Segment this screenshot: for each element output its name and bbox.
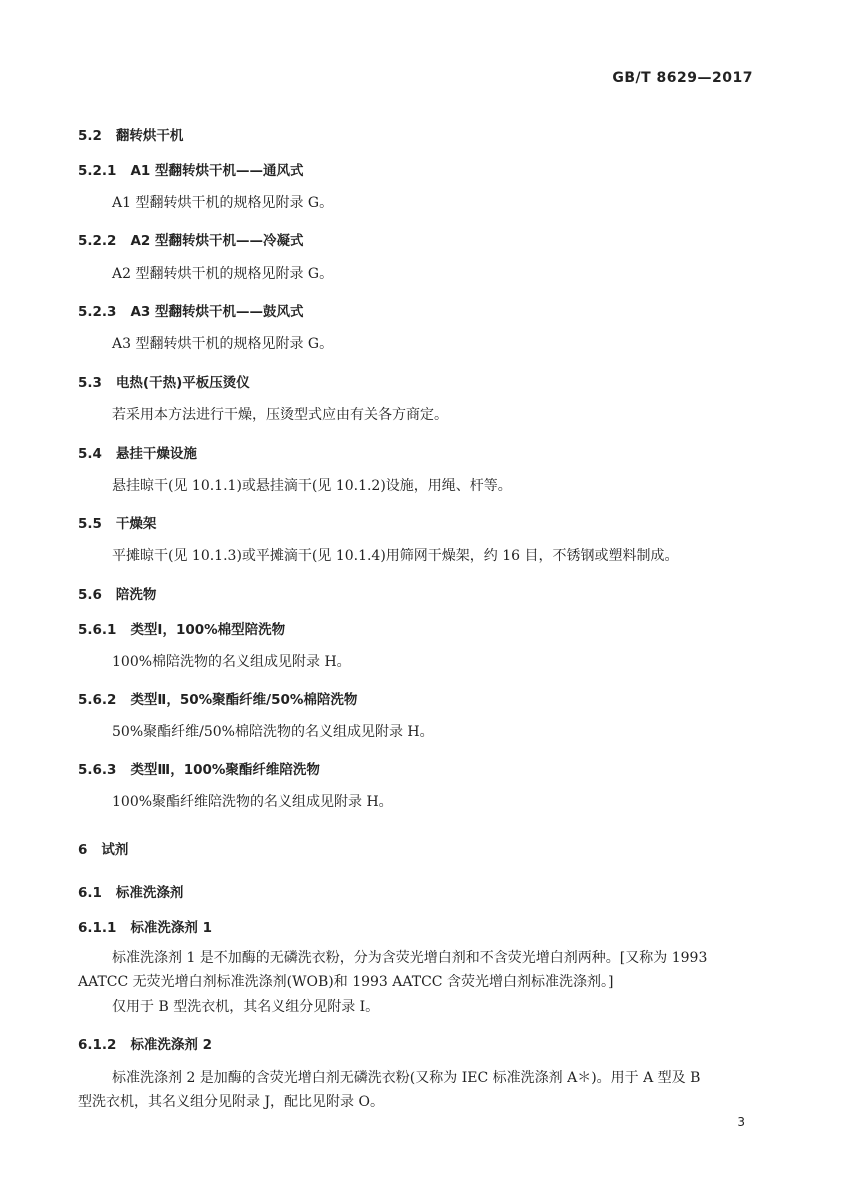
section-heading (78, 583, 156, 603)
section-number: 5.5 (78, 516, 102, 532)
section-title: 标准洗涤剂 (115, 885, 184, 901)
paragraph-line: AATCC 无荧光增白剂标准洗涤剂(WOB)和 1993 AATCC 含荧光增白剂标准洗涤剂。] (78, 974, 614, 990)
paragraph: 50%聚酯纤维/50%棉陪洗物的名义组成见附录 H。 (112, 724, 434, 740)
section-heading (78, 838, 128, 858)
section-number: 5.6.3 (78, 762, 117, 778)
section-title: 类型Ⅲ，100%聚酯纤维陪洗物 (130, 762, 320, 778)
paragraph: 100%聚酯纤维陪洗物的名义组成见附录 H。 (112, 794, 393, 810)
section-title: A2 型翻转烘干机——冷凝式 (130, 233, 304, 249)
paragraph-line: 型洗衣机，其名义组分见附录 J，配比见附录 O。 (78, 1094, 384, 1110)
section-number: 6.1 (78, 885, 102, 901)
section-number: 5.6 (78, 587, 102, 603)
section-title: 标准洗涤剂 2 (130, 1037, 213, 1053)
section-number: 5.3 (78, 375, 102, 391)
paragraph: 仅用于 B 型洗衣机，其名义组分见附录 I。 (112, 999, 380, 1015)
section-title: A3 型翻转烘干机——鼓风式 (130, 304, 304, 320)
section-title: 电热(干热)平板压烫仪 (115, 375, 250, 391)
section-number: 5.2.1 (78, 163, 117, 179)
paragraph: A3 型翻转烘干机的规格见附录 G。 (112, 336, 334, 352)
section-heading (78, 300, 303, 320)
section-title: 悬挂干燥设施 (115, 446, 197, 462)
section-title: 试剂 (101, 842, 129, 858)
paragraph-line: 标准洗涤剂 2 是加酶的含荧光增白剂无磷洗衣粉(又称为 IEC 标准洗涤剂 A＊)。用于 A 型及 B (112, 1070, 701, 1086)
page-number: 3 (737, 1115, 745, 1129)
paragraph: A2 型翻转烘干机的规格见附录 G。 (112, 266, 334, 282)
section-heading (78, 1033, 212, 1053)
section-number: 5.2 (78, 128, 102, 144)
section-number: 5.2.3 (78, 304, 117, 320)
section-title: 干燥架 (115, 516, 157, 532)
section-number: 6.1.2 (78, 1037, 117, 1053)
paragraph: 悬挂晾干(见 10.1.1)或悬挂滴干(见 10.1.2)设施，用绳、杆等。 (112, 478, 512, 494)
section-heading (78, 159, 303, 179)
section-heading (78, 618, 285, 638)
section-heading (78, 442, 197, 462)
section-title: 标准洗涤剂 1 (130, 920, 213, 936)
section-number: 5.2.2 (78, 233, 117, 249)
paragraph: 平摊晾干(见 10.1.3)或平摊滴干(见 10.1.4)用筛网干燥架，约 16 目，不锈钢或塑料制成。 (112, 548, 679, 564)
section-heading (78, 512, 156, 532)
section-heading (78, 881, 183, 901)
section-title: 类型Ⅱ，50%聚酯纤维/50%棉陪洗物 (130, 692, 358, 708)
section-heading (78, 688, 357, 708)
section-heading (78, 124, 183, 144)
section-number: 6.1.1 (78, 920, 117, 936)
section-number: 5.6.2 (78, 692, 117, 708)
section-number: 5.6.1 (78, 622, 117, 638)
section-title: 类型Ⅰ，100%棉型陪洗物 (130, 622, 286, 638)
paragraph: A1 型翻转烘干机的规格见附录 G。 (112, 195, 334, 211)
paragraph-line: 标准洗涤剂 1 是不加酶的无磷洗衣粉，分为含荧光增白剂和不含荧光增白剂两种。[又称为 1993 (112, 950, 708, 966)
section-title: A1 型翻转烘干机——通风式 (130, 163, 304, 179)
section-heading (78, 371, 250, 391)
section-heading (78, 758, 320, 778)
section-number: 6 (78, 842, 88, 858)
paragraph: 若采用本方法进行干燥，压烫型式应由有关各方商定。 (112, 407, 448, 423)
section-heading (78, 229, 303, 249)
section-title: 陪洗物 (115, 587, 157, 603)
section-number: 5.4 (78, 446, 102, 462)
section-title: 翻转烘干机 (115, 128, 184, 144)
standard-code: GB/T 8629—2017 (612, 70, 753, 86)
section-heading (78, 916, 212, 936)
paragraph: 100%棉陪洗物的名义组成见附录 H。 (112, 654, 351, 670)
